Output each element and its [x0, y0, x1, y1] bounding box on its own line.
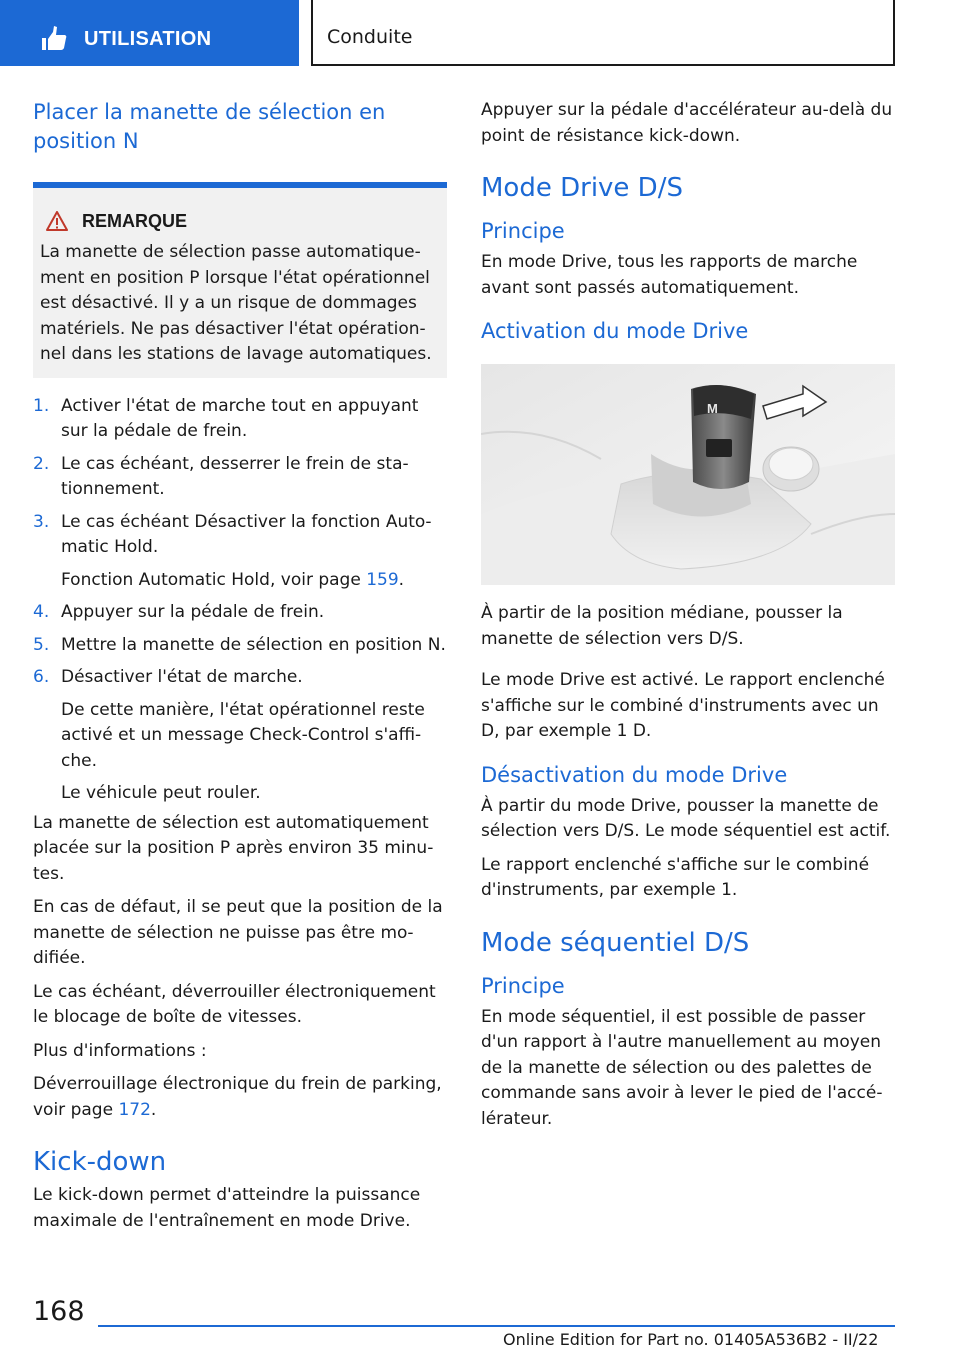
note-title: REMARQUE: [82, 210, 188, 231]
step-subtext: Le véhicule peut rouler.: [61, 783, 261, 803]
paragraph: Appuyer sur la pédale d'accélérateur au-delà du point de résistance kick-down.: [481, 100, 893, 146]
list-item: [33, 600, 447, 626]
step-text: Mettre la manette de sélection en position N.: [61, 634, 446, 655]
page-link-172[interactable]: 172: [118, 1099, 151, 1120]
list-item: [33, 665, 447, 807]
heading-sequential-mode: Mode séquentiel D/S: [481, 927, 750, 958]
paragraph: Le mode Drive est activé. Le rapport enclenché s'affiche sur le combiné d'instruments avec un D, par exemple 1 D.: [481, 670, 885, 741]
paragraph: En cas de défaut, il se peut que la position de la manette de sélection ne puisse pas être modifiée.: [33, 897, 443, 968]
paragraph: La manette de sélection est automatiquement placée sur la position P après environ 35 minutes.: [33, 812, 434, 884]
m-logo: M: [707, 401, 718, 416]
note-header: [40, 208, 439, 234]
paragraph-reference: [33, 1072, 447, 1123]
heading-principe: Principe: [481, 973, 565, 998]
heading-kick-down: Kick-down: [33, 1147, 167, 1177]
list-item: [33, 510, 447, 594]
step-text: Le cas échéant Désactiver la fonction Automatic Hold.: [61, 511, 432, 557]
step-reference: [61, 568, 447, 594]
topic-title: Conduite: [327, 26, 413, 48]
step-number: 3.: [33, 511, 50, 532]
step-text: Appuyer sur la pédale de frein.: [61, 602, 325, 622]
step-number: 5.: [33, 634, 50, 655]
gear-selector-illustration: [481, 364, 895, 585]
note-box: [33, 182, 447, 378]
reference-suffix: .: [150, 1099, 157, 1120]
reference-text: Déverrouillage électronique du frein de parking, voir page: [33, 1074, 442, 1120]
paragraph: Le cas échéant, déverrouiller électroniquement le blocage de boîte de vitesses.: [33, 981, 436, 1027]
heading-drive-mode: Mode Drive D/S: [481, 173, 683, 203]
reference-text: Fonction Automatic Hold, voir page: [61, 569, 367, 590]
step-number: 4.: [33, 602, 50, 622]
paragraph: En mode séquentiel, il est possible de passer d'un rapport à l'autre manuellement au moyen de la manette de sélection ou des palettes de commande sans avoir à lever le pied de l'accélérateur.: [481, 1006, 883, 1129]
note-text: La manette de sélection passe automatiquement en position P lorsque l'état opérationnel est désactivé. Il y a un risque de dommages matériels. Ne pas désactiver l'état opérationnel dans les stations de lavage automatiques.: [40, 242, 432, 364]
paragraph: À partir de la position médiane, pousser la manette de sélection vers D/S.: [481, 603, 843, 649]
step-number: 6.: [33, 667, 50, 687]
header-section-tab[interactable]: [0, 0, 299, 66]
step-text: Le cas échéant, desserrer le frein de stationnement.: [61, 453, 409, 499]
paragraph: Plus d'informations :: [33, 1040, 207, 1061]
heading-deactivation: Désactivation du mode Drive: [481, 762, 788, 787]
edition-text: Online Edition for Part no. 01405A536B2 - II/22: [503, 1330, 879, 1349]
paragraph: Le rapport enclenché s'affiche sur le combiné d'instruments, par exemple 1.: [481, 854, 870, 900]
right-column: [481, 98, 895, 1132]
topic-header: [311, 0, 895, 66]
page-link-159[interactable]: 159: [366, 569, 399, 590]
gear-selector-photo: [481, 364, 895, 585]
step-text: Activer l'état de marche tout en appuyant sur la pédale de frein.: [61, 395, 419, 441]
list-item: [33, 633, 447, 659]
page-number: 168: [33, 1296, 85, 1327]
heading-activation: Activation du mode Drive: [481, 319, 749, 343]
steps-list: [33, 394, 447, 807]
step-number: 1.: [33, 395, 50, 416]
left-column: [33, 98, 447, 1234]
list-item: [33, 394, 447, 445]
paragraph: À partir du mode Drive, pousser la manette de sélection vers D/S. Le mode séquentiel est actif.: [481, 795, 891, 841]
paragraph: En mode Drive, tous les rapports de marche avant sont passés automatiquement.: [481, 252, 858, 298]
section-title: UTILISATION: [84, 28, 212, 50]
list-item: [33, 452, 447, 503]
step-text: Désactiver l'état de marche.: [61, 667, 303, 687]
step-number: 2.: [33, 453, 50, 474]
heading-position-n: Placer la manette de sélection en position N: [33, 100, 386, 153]
reference-suffix: .: [398, 569, 405, 590]
step-subtext: De cette manière, l'état opérationnel reste activé et un message Check-Control s'affiche.: [61, 699, 425, 771]
paragraph: Le kick-down permet d'atteindre la puissance maximale de l'entraînement en mode Drive.: [33, 1185, 421, 1231]
hand-pointer-icon: [40, 26, 68, 54]
warning-triangle-icon: [46, 211, 68, 231]
heading-principe: Principe: [481, 219, 565, 243]
footer-divider: [98, 1325, 895, 1327]
